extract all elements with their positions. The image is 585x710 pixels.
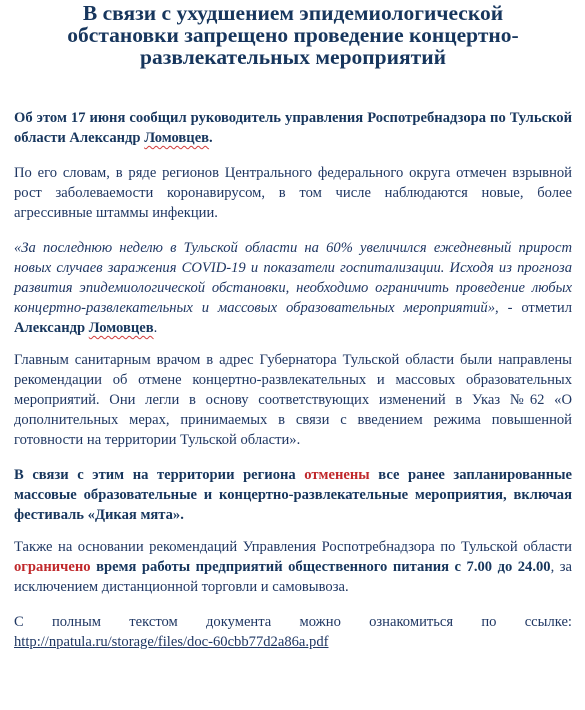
para3-end: все ранее запланированные массовые образовательные и концертно-развлекательные мероприятия, включая фестиваль «Дикая мята».: [14, 467, 572, 523]
para4-bold: время работы предприятий общественного питания с 7.00 до 24.00: [90, 559, 551, 575]
para4-end: , за исключением дистанционной торговли и самовывоза.: [14, 559, 572, 595]
quote-mid: , - отметил: [495, 300, 572, 316]
paragraph-4: [14, 537, 572, 597]
lead-paragraph: [14, 108, 572, 148]
para4-red: ограничено: [14, 559, 91, 575]
para3-red: отменены: [304, 467, 370, 483]
lead-end: .: [209, 130, 213, 146]
quote-end: .: [153, 320, 158, 336]
paragraph-2: Главным санитарным врачом в адрес Губернатора Тульской области были направлены рекомендации об отмене концертно-развлекательных и массовых образовательных мероприятий. Они легли в основу соответствующих изменений в Указ №62 «О дополнительных мерах, принимаемых в связи с введением режима повышенной готовности на территории Тульской области».: [14, 352, 572, 448]
lead-text: Об этом 17 июня сообщил руководитель управления Роспотребнадзора по Тульской области Александр: [14, 110, 572, 146]
title-spacer: [14, 68, 572, 108]
lead-surname: Ломовцев: [144, 130, 210, 146]
paragraph-5: [14, 612, 572, 652]
quote-text: «За последнюю неделю в Тульской области на 60% увеличился ежедневный прирост новых случаев заражения COVID-19 и показатели госпитализации. Исходя из прогноза развития эпидемиологической обстановки, необходимо ограничить проведение любых концертно-развлекательных и массовых образовательных мероприятий»: [14, 240, 572, 316]
paragraph-1: По его словам, в ряде регионов Центрального федерального округа отмечен взрывной рост заболеваемости коронавирусом, в том числе наблюдаются новые, более агрессивные штаммы инфекции.: [14, 165, 572, 221]
paragraph-3: [14, 465, 572, 525]
para3-start: В связи с этим на территории региона: [14, 467, 305, 483]
quote-surname: Ломовцев: [88, 320, 154, 336]
article-title: В связи с ухудшением эпидемиологической обстановки запрещено проведение концертно-развлекательных мероприятий: [67, 1, 519, 69]
quote-paragraph: [14, 238, 572, 338]
para5-text: С полным текстом документа можно ознакомиться по ссылке:: [14, 614, 572, 630]
document-link[interactable]: http://npatula.ru/storage/files/doc-60cbb77d2a86a.pdf: [14, 634, 329, 650]
para4-start: Также на основании рекомендаций Управления Роспотребнадзора по Тульской области: [14, 539, 572, 555]
quote-name: Александр: [14, 320, 89, 336]
